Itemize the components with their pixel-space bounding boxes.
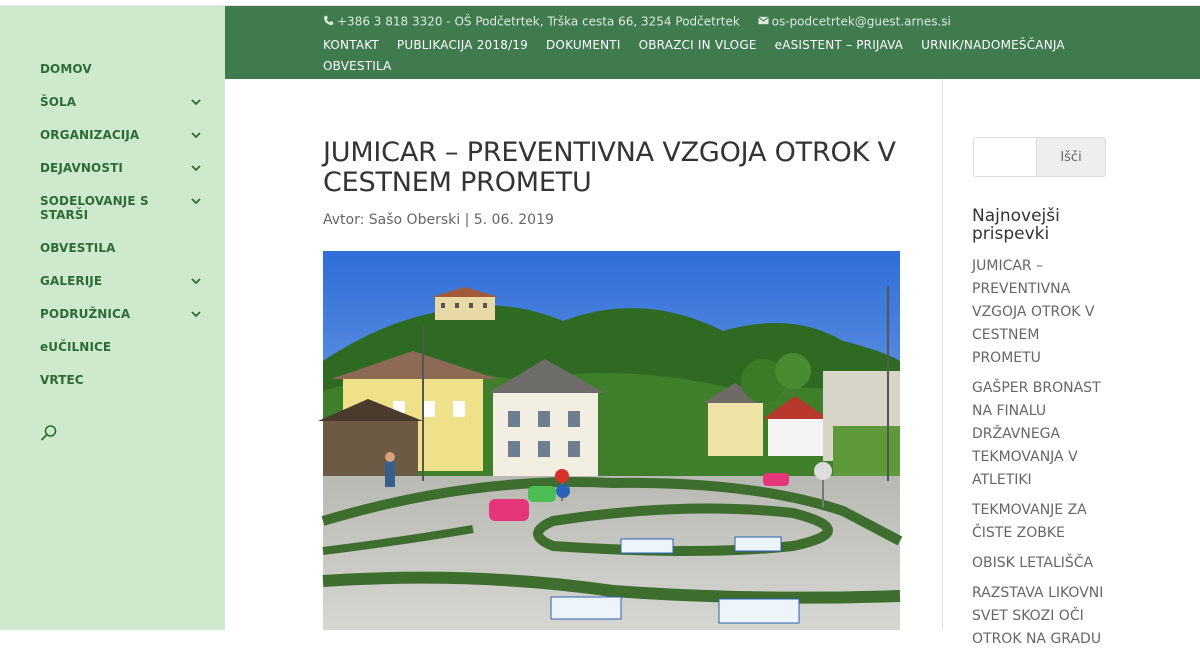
search-icon[interactable] — [40, 424, 58, 442]
chevron-down-icon[interactable] — [190, 96, 202, 108]
sidebar-item-label[interactable]: ŠOLA — [40, 95, 77, 109]
jumicar-photo — [323, 251, 900, 630]
sidebar-item-label[interactable]: DEJAVNOSTI — [40, 161, 123, 175]
recent-posts-list — [972, 255, 1112, 651]
recent-post-link[interactable]: OBISK LETALIŠČA — [972, 555, 1094, 571]
chevron-down-icon[interactable] — [190, 195, 202, 207]
widget-search-button[interactable]: Išči — [1036, 137, 1106, 177]
sidebar-item-obvestila[interactable] — [40, 241, 210, 255]
sidebar-item-label[interactable]: VRTEC — [40, 373, 84, 387]
sidebar-item-label[interactable]: DOMOV — [40, 62, 92, 76]
nav-obrazci[interactable]: OBRAZCI IN VLOGE — [638, 38, 757, 52]
chevron-down-icon[interactable] — [190, 162, 202, 174]
email-link[interactable]: os-podcetrtek@guest.arnes.si — [771, 14, 951, 29]
nav-easistent[interactable]: eASISTENT – PRIJAVA — [774, 38, 904, 52]
recent-posts-widget — [972, 207, 1112, 658]
sidebar-item-label[interactable]: GALERIJE — [40, 274, 103, 288]
sidebar-item-label[interactable]: OBVESTILA — [40, 241, 116, 255]
recent-post-link[interactable]: TEKMOVANJE ZA ČISTE ZOBKE — [972, 502, 1087, 541]
sidebar-item-vrtec[interactable] — [40, 373, 210, 387]
recent-post-link[interactable]: RAZSTAVA LIKOVNI SVET SKOZI OČI OTROK NA GRADU — [972, 585, 1104, 647]
recent-posts-title: Najnovejši prispevki — [972, 206, 1060, 244]
sidebar-item-label[interactable]: eUČILNICE — [40, 340, 112, 354]
contact-bar — [323, 14, 951, 29]
sidebar-divider — [942, 79, 943, 630]
sidebar-item-sodelovanje[interactable] — [40, 194, 210, 222]
recent-post-link[interactable]: GAŠPER BRONAST NA FINALU DRŽAVNEGA TEKMOVANJA V ATLETIKI — [972, 380, 1101, 488]
chevron-down-icon[interactable] — [190, 275, 202, 287]
sidebar-item-eucilnice[interactable] — [40, 340, 210, 354]
widget-search-form — [973, 137, 1106, 177]
chevron-down-icon[interactable] — [190, 129, 202, 141]
envelope-icon — [758, 15, 769, 26]
sidebar-item-domov[interactable] — [40, 62, 210, 76]
sidebar-item-label[interactable]: SODELOVANJE S STARŠI — [40, 194, 149, 222]
post-meta: Avtor: Sašo Oberski | 5. 06. 2019 — [323, 212, 554, 228]
nav-kontakt[interactable]: KONTAKT — [323, 38, 379, 52]
sidebar-item-organizacija[interactable] — [40, 128, 210, 142]
phone-address-text[interactable]: +386 3 818 3320 - OŠ Podčetrtek, Trška cesta 66, 3254 Podčetrtek — [337, 14, 740, 29]
sidebar-item-podruznica[interactable] — [40, 307, 210, 321]
post-featured-image[interactable] — [323, 251, 900, 630]
post-content — [323, 138, 900, 228]
phone-icon — [323, 15, 334, 26]
sidebar-item-label[interactable]: PODRUŽNICA — [40, 307, 131, 321]
sidebar-item-galerije[interactable] — [40, 274, 210, 288]
nav-publikacija[interactable]: PUBLIKACIJA 2018/19 — [396, 38, 528, 52]
sidebar-item-sola[interactable] — [40, 95, 210, 109]
top-nav — [323, 35, 1083, 77]
nav-urnik[interactable]: URNIK/NADOMEŠČANJA — [921, 38, 1065, 52]
sidebar-item-label[interactable]: ORGANIZACIJA — [40, 128, 140, 142]
top-header — [225, 6, 1200, 79]
sidebar — [0, 6, 225, 630]
nav-obvestila[interactable]: OBVESTILA — [323, 59, 392, 73]
nav-dokumenti[interactable]: DOKUMENTI — [545, 38, 621, 52]
sidebar-item-dejavnosti[interactable] — [40, 161, 210, 175]
chevron-down-icon[interactable] — [190, 308, 202, 320]
widget-search-input[interactable] — [973, 137, 1037, 177]
post-title: JUMICAR – PREVENTIVNA VZGOJA OTROK V CESTNEM PROMETU — [323, 137, 896, 198]
sidebar-menu — [40, 62, 210, 406]
recent-post-link[interactable]: JUMICAR – PREVENTIVNA VZGOJA OTROK V CESTNEM PROMETU — [972, 258, 1095, 366]
